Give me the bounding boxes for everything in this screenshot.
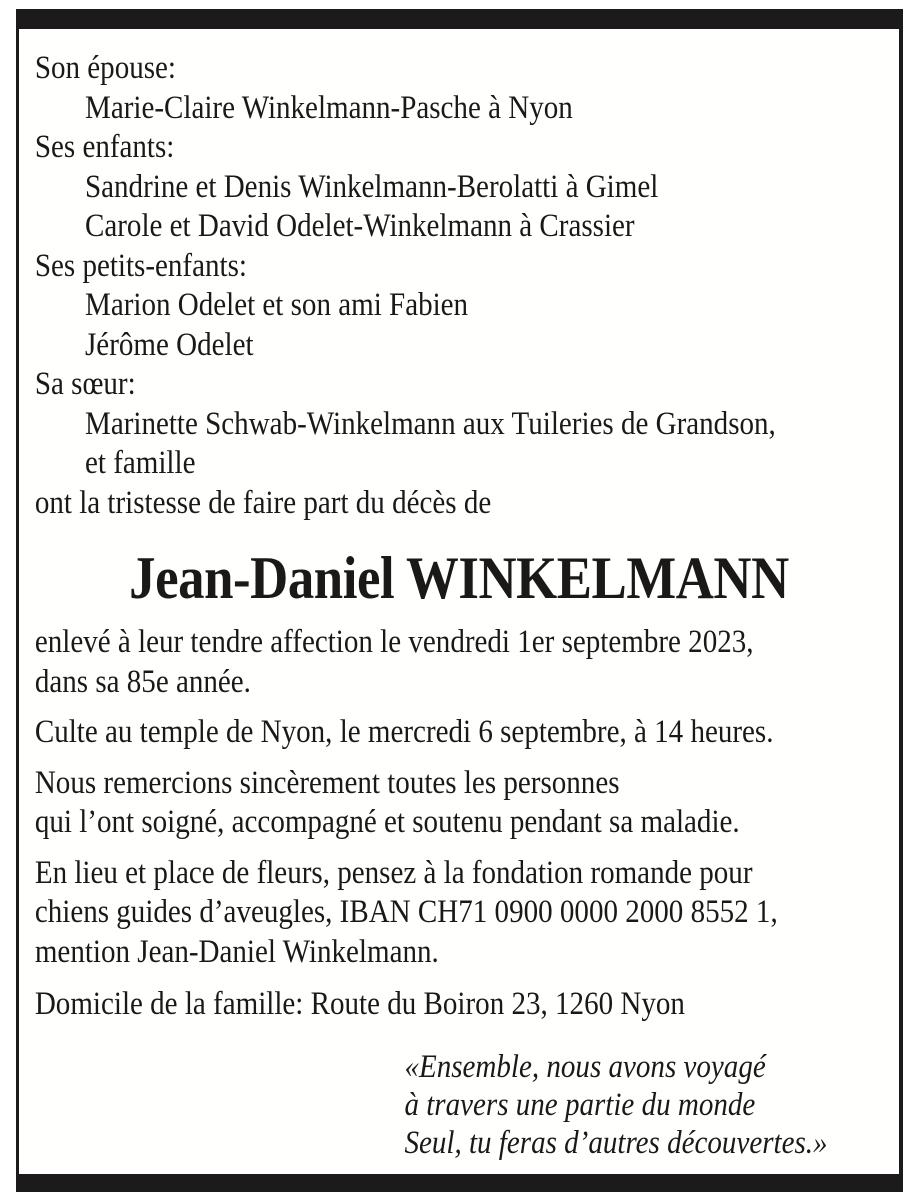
family-line: Ses enfants:	[34, 129, 175, 165]
paragraph-line: mention Jean-Daniel Winkelmann.	[34, 933, 439, 970]
family-line: ont la tristesse de faire part du décès de	[34, 484, 492, 521]
paragraph-line: Culte au temple de Nyon, le mercredi 6 septembre, à 14 heures.	[34, 714, 774, 750]
memorial-quote	[404, 1048, 883, 1162]
thanks-paragraph	[35, 764, 883, 843]
family-line: Marion Odelet et son ami Fabien	[85, 287, 469, 323]
obituary-frame	[16, 9, 903, 1192]
paragraph-line: Nous remercions sincèrement toutes les personnes	[34, 764, 620, 801]
service-paragraph	[35, 713, 883, 753]
family-line: Son épouse:	[34, 50, 177, 86]
deceased-name: Jean-Daniel WINKELMANN	[129, 545, 789, 611]
paragraph-line: Domicile de la famille: Route du Boiron 23, 1260 Nyon	[34, 986, 685, 1022]
obituary-text-block	[19, 29, 899, 1162]
family-line: et famille	[85, 445, 196, 481]
paragraph-line: En lieu et place de fleurs, pensez à la fondation romande pour	[34, 854, 753, 891]
paragraph-line: dans sa 85e année.	[34, 663, 251, 700]
family-list	[35, 29, 883, 523]
death-date-paragraph	[35, 623, 883, 702]
family-line: Ses petits-enfants:	[34, 247, 247, 284]
paragraph-line: chiens guides d’aveugles, IBAN CH71 0900 0000 2000 8552 1,	[34, 894, 778, 930]
family-line: Jérôme Odelet	[85, 326, 254, 363]
memorial-quote-line: Seul, tu feras d’autres découvertes.»	[404, 1124, 828, 1161]
donation-paragraph	[35, 854, 883, 973]
paragraph-line: qui l’ont soigné, accompagné et soutenu pendant sa maladie.	[34, 804, 740, 840]
memorial-quote-line: à travers une partie du monde	[404, 1086, 756, 1123]
family-line: Sandrine et Denis Winkelmann-Berolatti à Gimel	[85, 168, 659, 205]
paragraph-line: enlevé à leur tendre affection le vendredi 1er septembre 2023,	[34, 624, 754, 660]
family-line: Sa sœur:	[34, 366, 136, 402]
family-line: Carole et David Odelet-Winkelmann à Crassier	[85, 208, 635, 244]
family-line: Marinette Schwab-Winkelmann aux Tuileries de Grandson,	[85, 405, 776, 442]
family-line: Marie-Claire Winkelmann-Pasche à Nyon	[85, 89, 573, 126]
memorial-quote-line: «Ensemble, nous avons voyagé	[404, 1048, 766, 1085]
family-address-paragraph	[35, 985, 883, 1025]
